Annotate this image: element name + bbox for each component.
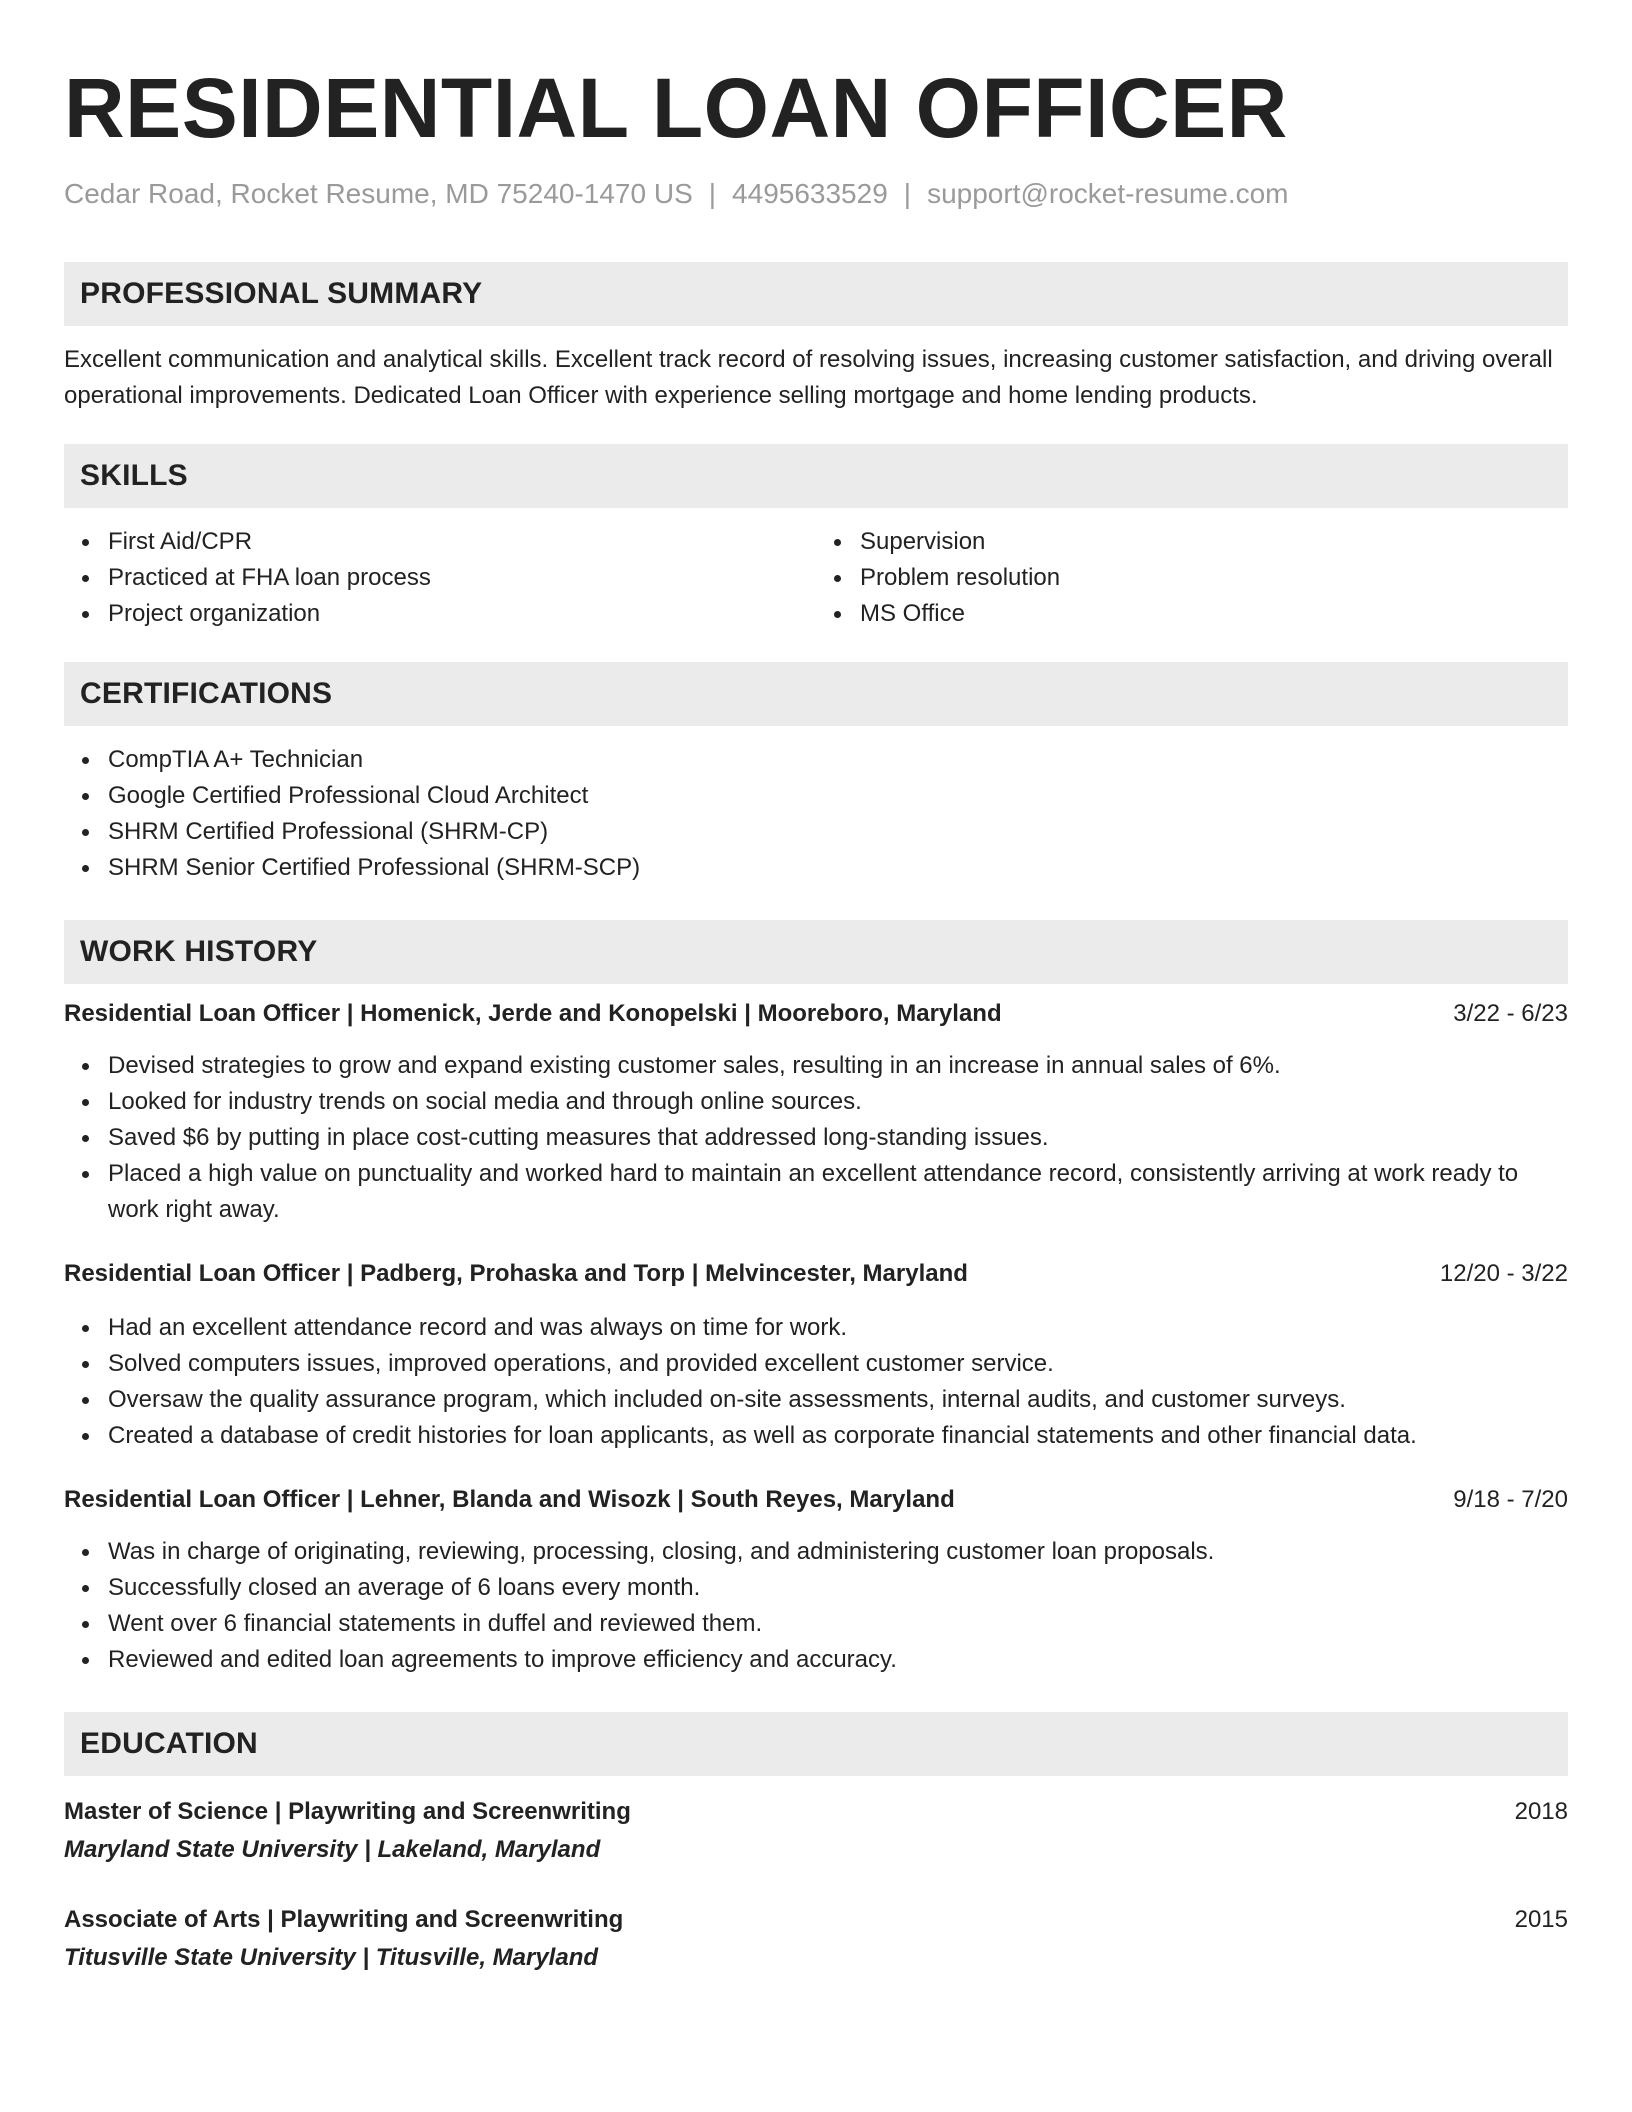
job-title: Residential Loan Officer | Lehner, Blanda and Wisozk | South Reyes, Maryland [64,1486,955,1513]
skill-item: MS Office [816,596,1568,632]
work-history-heading: WORK HISTORY [64,920,1568,984]
certifications-list [64,742,1568,886]
certifications-heading: CERTIFICATIONS [64,662,1568,726]
job-bullet: Created a database of credit histories for loan applicants, as well as corporate financial statements and other financial data. [64,1418,1568,1454]
skills-right-column [816,524,1568,632]
skill-item: Practiced at FHA loan process [64,560,816,596]
job-bullet: Went over 6 financial statements in duffel and reviewed them. [64,1606,1568,1642]
job-dates: 9/18 - 7/20 [1453,1486,1568,1513]
contact-phone: 4495633529 [732,178,888,209]
summary-heading: PROFESSIONAL SUMMARY [64,262,1568,326]
job-bullet: Oversaw the quality assurance program, which included on-site assessments, internal audits, and customer surveys. [64,1382,1568,1418]
certification-item: SHRM Certified Professional (SHRM-CP) [64,814,1568,850]
skills-heading: SKILLS [64,444,1568,508]
contact-line [64,176,1568,212]
education-year: 2015 [1514,1906,1568,1933]
education-institution: Titusville State University | Titusville, Maryland [64,1944,599,1971]
certification-item: CompTIA A+ Technician [64,742,1568,778]
education-institution: Maryland State University | Lakeland, Maryland [64,1836,601,1863]
education-header [64,1902,1568,1938]
contact-separator: | [708,178,717,209]
resume-name: RESIDENTIAL LOAN OFFICER [64,61,1288,155]
skill-item: Project organization [64,596,816,632]
job-title: Residential Loan Officer | Padberg, Prohaska and Torp | Melvincester, Maryland [64,1260,968,1287]
job-bullet: Devised strategies to grow and expand existing customer sales, resulting in an increase in annual sales of 6%. [64,1048,1568,1084]
education-year: 2018 [1514,1798,1568,1825]
job-bullet: Was in charge of originating, reviewing, processing, closing, and administering customer loan proposals. [64,1534,1568,1570]
job-entry [64,996,1568,1228]
job-bullet: Solved computers issues, improved operations, and provided excellent customer service. [64,1346,1568,1382]
job-header [64,1482,1568,1518]
education-degree: Associate of Arts | Playwriting and Screenwriting [64,1906,624,1933]
education-heading: EDUCATION [64,1712,1568,1776]
job-bullet: Saved $6 by putting in place cost-cutting measures that addressed long-standing issues. [64,1120,1568,1156]
education-degree: Master of Science | Playwriting and Screenwriting [64,1798,631,1825]
job-bullet: Had an excellent attendance record and was always on time for work. [64,1310,1568,1346]
skills-left-column [64,524,816,632]
job-dates: 3/22 - 6/23 [1453,1000,1568,1027]
skill-item: Problem resolution [816,560,1568,596]
contact-email: support@rocket-resume.com [927,178,1289,209]
job-bullet: Reviewed and edited loan agreements to improve efficiency and accuracy. [64,1642,1568,1678]
education-entry [64,1794,1568,1868]
summary-text: Excellent communication and analytical skills. Excellent track record of resolving issues, increasing customer satisfaction, and driving overall operational improvements. Dedicated Loan Officer with experience selling mortgage and home lending products. [64,346,1553,409]
job-entry [64,1256,1568,1454]
job-bullets [64,1534,1568,1678]
job-bullet: Placed a high value on punctuality and worked hard to maintain an excellent attendance record, consistently arriving at work ready to work right away. [64,1156,1568,1228]
job-header [64,1256,1568,1292]
job-dates: 12/20 - 3/22 [1439,1260,1568,1287]
job-header [64,996,1568,1032]
contact-address: Cedar Road, Rocket Resume, MD 75240-1470 US [64,178,693,209]
certification-item: Google Certified Professional Cloud Architect [64,778,1568,814]
skills-grid [64,524,1568,632]
skill-item: First Aid/CPR [64,524,816,560]
job-bullet: Successfully closed an average of 6 loans every month. [64,1570,1568,1606]
job-bullet: Looked for industry trends on social media and through online sources. [64,1084,1568,1120]
job-bullets [64,1310,1568,1454]
job-title: Residential Loan Officer | Homenick, Jerde and Konopelski | Mooreboro, Maryland [64,1000,1002,1027]
certification-item: SHRM Senior Certified Professional (SHRM-SCP) [64,850,1568,886]
job-bullets [64,1048,1568,1228]
education-header [64,1794,1568,1830]
job-entry [64,1482,1568,1678]
skill-item: Supervision [816,524,1568,560]
education-entry [64,1902,1568,1976]
contact-separator: | [903,178,912,209]
